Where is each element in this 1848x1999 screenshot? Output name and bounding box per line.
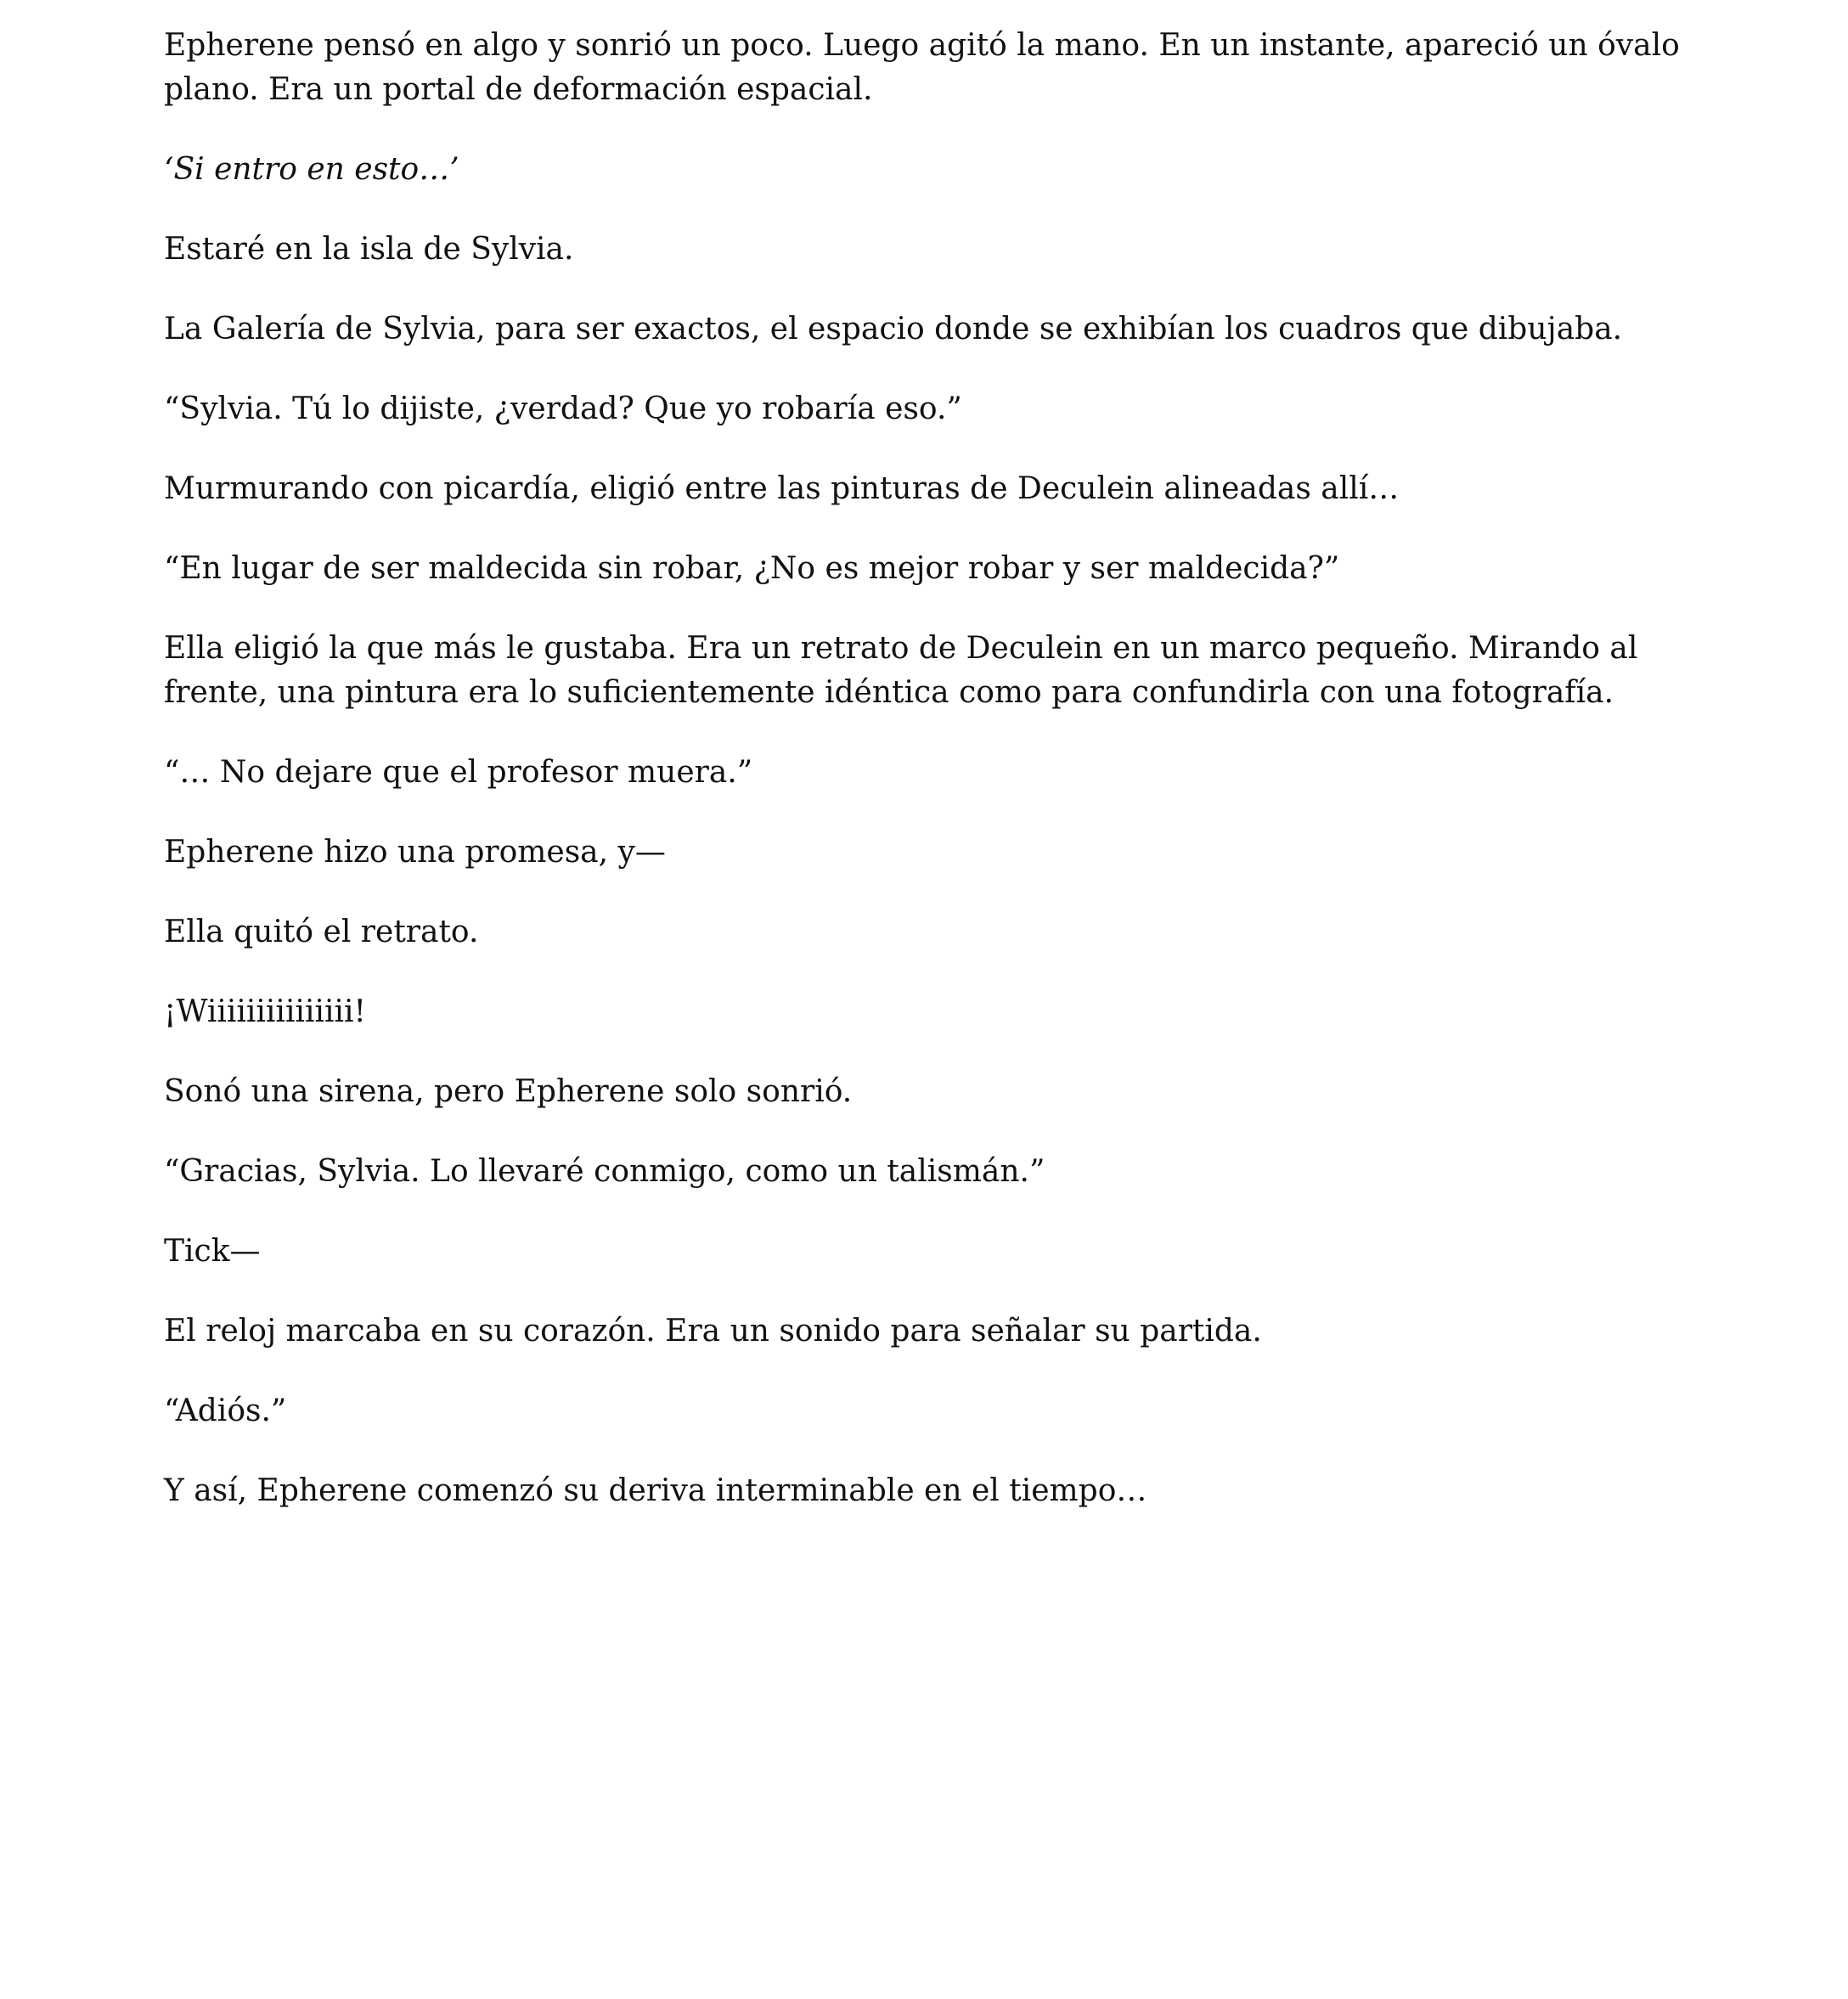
paragraph: ¡Wiiiiiiiiiiiiiii! — [164, 994, 367, 1029]
paragraph: Ella quitó el retrato. — [164, 915, 479, 949]
paragraph: Estaré en la isla de Sylvia. — [164, 232, 574, 267]
paragraph: Epherene hizo una promesa, y— — [164, 835, 666, 870]
paragraph: “En lugar de ser maldecida sin robar, ¿No es mejor robar y ser maldecida?” — [164, 551, 1340, 586]
paragraph: “Adiós.” — [164, 1394, 287, 1428]
paragraph: Y así, Epherene comenzó su deriva interminable en el tiempo… — [164, 1473, 1147, 1508]
paragraph: “Gracias, Sylvia. Lo llevaré conmigo, como un talismán.” — [164, 1154, 1045, 1189]
paragraph: “Sylvia. Tú lo dijiste, ¿verdad? Que yo robaría eso.” — [164, 391, 962, 426]
document-body — [164, 24, 1693, 1549]
paragraph: Ella eligió la que más le gustaba. Era un retrato de Deculein en un marco pequeño. Mirando al frente, una pintura era lo suficientemente idéntica como para confundirla con una fotografía. — [164, 631, 1638, 710]
paragraph: Tick— — [164, 1234, 261, 1269]
paragraph: El reloj marcaba en su corazón. Era un sonido para señalar su partida. — [164, 1314, 1262, 1349]
paragraph: ‘Si entro en esto…’ — [164, 152, 459, 187]
paragraph: Sonó una sirena, pero Epherene solo sonrió. — [164, 1074, 853, 1109]
paragraph: Epherene pensó en algo y sonrió un poco. Luego agitó la mano. En un instante, apareció un óvalo plano. Era un portal de deformación espacial. — [164, 28, 1680, 107]
paragraph: “… No dejare que el profesor muera.” — [164, 755, 753, 790]
paragraph: Murmurando con picardía, eligió entre las pinturas de Deculein alineadas allí… — [164, 471, 1400, 506]
paragraph: La Galería de Sylvia, para ser exactos, el espacio donde se exhibían los cuadros que dibujaba. — [164, 312, 1623, 346]
